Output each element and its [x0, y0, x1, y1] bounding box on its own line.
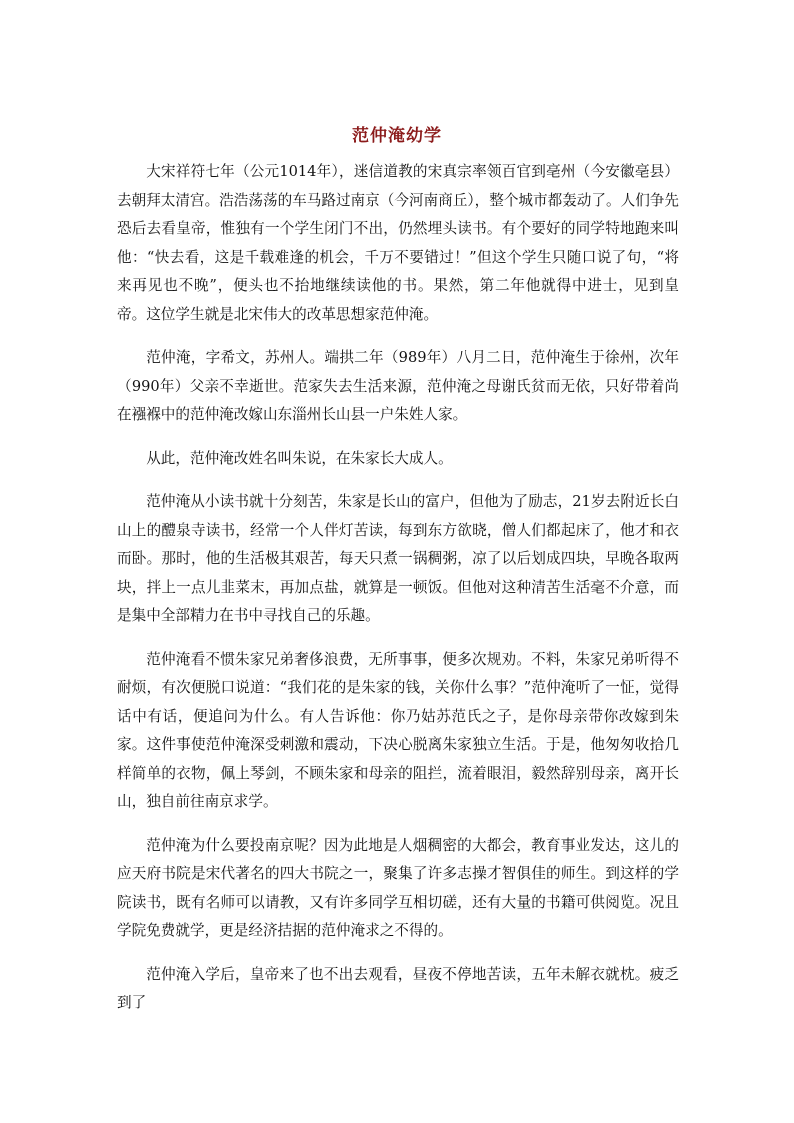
document-title: 范仲淹幼学: [352, 126, 442, 146]
paragraph: 范仲淹看不惯朱家兄弟奢侈浪费，无所事事，便多次规劝。不料，朱家兄弟听得不耐烦，有次便脱口说道：“我们花的是朱家的钱，关你什么事？”范仲淹听了一怔，觉得话中有话，便追问为什么。有人告诉他：你乃姑苏范氏之子，是你母亲带你改嫁到朱家。这件事使范仲淹深受刺激和震动，下决心脱离朱家独立生活。于是，他匆匆收拾几样简单的衣物，佩上琴剑，不顾朱家和母亲的阻拦，流着眼泪，毅然辞别母亲，离开长山，独自前往南京求学。: [117, 650, 679, 810]
paragraph: 范仲淹，字希文，苏州人。端拱二年（989年）八月二日，范仲淹生于徐州，次年（990年）父亲不幸逝世。范家失去生活来源，范仲淹之母谢氏贫而无依，只好带着尚在襁褓中的范仲淹改嫁山东淄州长山县一户朱姓人家。: [117, 349, 679, 423]
paragraph: 大宋祥符七年（公元1014年），迷信道教的宋真宗率领百官到亳州（今安徽亳县）去朝拜太清宫。浩浩荡荡的车马路过南京（今河南商丘），整个城市都轰动了。人们争先恐后去看皇帝，惟独有一个学生闭门不出，仍然埋头读书。有个要好的同学特地跑来叫他：“快去看，这是千载难逢的机会，千万不要错过！”但这个学生只随口说了句，“将来再见也不晚”，便头也不抬地继续读他的书。果然，第二年他就得中进士，见到皇帝。这位学生就是北宋伟大的改革思想家范仲淹。: [117, 163, 679, 323]
paragraph: 范仲淹入学后，皇帝来了也不出去观看，昼夜不停地苦读，五年未解衣就枕。疲乏到了: [117, 965, 679, 1011]
paragraph: 范仲淹从小读书就十分刻苦，朱家是长山的富户，但他为了励志，21岁去附近长白山上的醴泉寺读书，经常一个人伴灯苦读，每到东方欲晓，僧人们都起床了，他才和衣而卧。那时，他的生活极其艰苦，每天只煮一锅稠粥，凉了以后划成四块，早晚各取两块，拌上一点儿韭菜末，再加点盐，就算是一顿饭。但他对这种清苦生活毫不介意，而是集中全部精力在书中寻找自己的乐趣。: [117, 493, 679, 624]
document-body: [117, 158, 679, 1033]
paragraph: 范仲淹为什么要投南京呢？因为此地是人烟稠密的大都会，教育事业发达，这儿的应天府书院是宋代著名的四大书院之一，聚集了许多志操才智俱佳的师生。到这样的学院读书，既有名师可以请教，又有许多同学互相切磋，还有大量的书籍可供阅览。况且学院免费就学，更是经济拮据的范仲淹求之不得的。: [117, 836, 679, 939]
paragraph: 从此，范仲淹改姓名叫朱说，在朱家长大成人。: [146, 449, 453, 467]
